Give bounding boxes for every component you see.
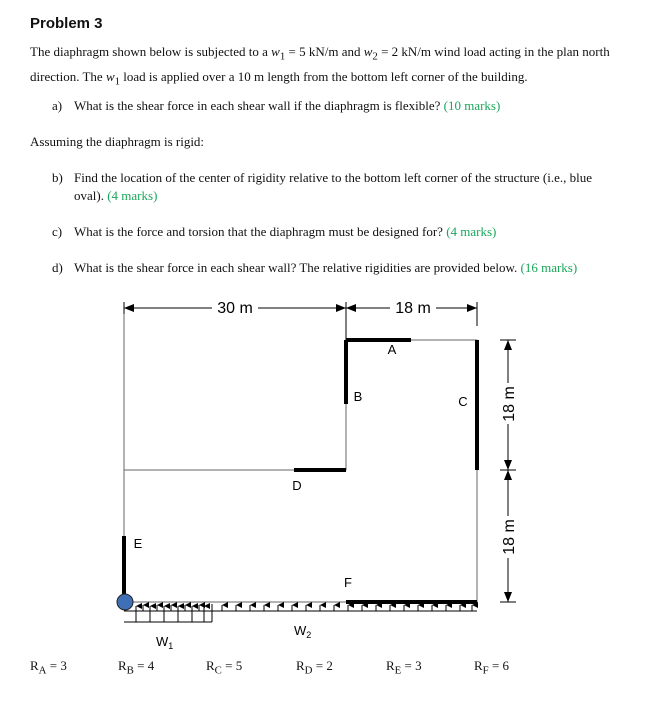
rigidity-e: $R_E = 3$ [386,658,422,677]
wall-c-label: C [458,394,468,409]
wall-a-label: A [387,342,397,357]
building-outline [124,308,477,602]
wall-b-label: B [353,389,363,404]
dimension-30m [124,300,346,340]
question-c: c) What is the force and torsion that the diaphragm must be designed for? (4 marks) [52,224,497,239]
rigidity-b: $R_B = 4$ [118,658,155,677]
wall-f-label: F [344,575,352,590]
dimension-18m-top [346,300,477,326]
problem-title: Problem 3 [30,15,103,32]
rigid-assumption: Assuming the diaphragm is rigid: [30,134,205,149]
load-w1-label: $W_1$ [156,634,174,651]
question-b: b) Find the location of the center of rigidity relative to the bottom left corner of the structure (i.e., blue oval). (4 marks) [52,170,593,203]
question-a: a) What is the shear force in each shear wall if the diaphragm is flexible? (10 marks) [52,98,501,113]
center-oval [117,594,133,610]
wall-e-label: E [133,536,143,551]
dimension-18m-right [500,340,518,602]
wall-d-label: D [292,478,302,493]
load-w2-arrows [124,605,477,611]
dim-18-top-label: 18 m [395,300,431,317]
dim-30-label: 30 m [217,300,253,317]
dim-18-right-upper-label: 18 m [501,386,518,422]
dim-18-right-lower-label: 18 m [501,519,518,555]
rigidity-f: $R_F = 6$ [474,658,510,677]
question-d: d) What is the shear force in each shear wall? The relative rigidities are provided below. (16 marks) [52,260,578,275]
load-w2-label: $W_2$ [294,623,312,640]
rigidity-a: $R_A = 3$ [30,658,67,677]
rigidity-d: $R_D = 2$ [296,658,333,677]
problem-statement: The diaphragm shown below is subjected to a $w_1 = 5$ kN/m and $w_2 = 2$ kN/m wind load acting in the plan north direction. The $w_1$ load is applied over a 10 m length from the bottom left corner of the building. [30,44,610,88]
rigidity-c: $R_C = 5$ [206,658,243,677]
